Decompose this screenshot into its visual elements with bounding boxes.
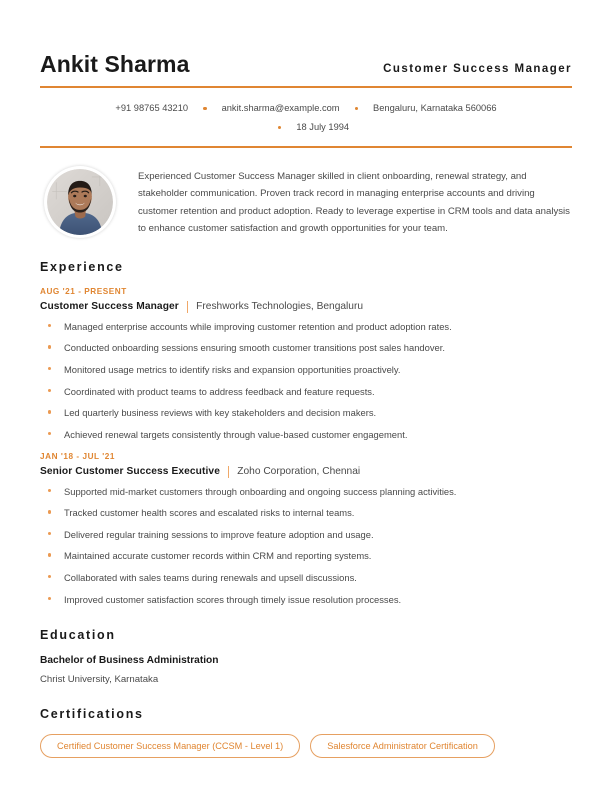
section-education <box>40 628 572 685</box>
contact-separator-dot-icon <box>278 126 282 130</box>
contact-row-primary <box>40 100 572 118</box>
list-item: Tracked customer health scores and escalated risks to internal teams. <box>40 506 572 520</box>
experience-entry <box>40 452 572 607</box>
experience-entry-org: Zoho Corporation, Chennai <box>237 466 361 478</box>
experience-bullet-list <box>40 485 572 607</box>
experience-entry-role: Customer Success Manager <box>40 301 179 313</box>
education-degree: Bachelor of Business Administration <box>40 655 219 667</box>
list-item: Improved customer satisfaction scores through timely issue resolution processes. <box>40 593 572 607</box>
section-title-certifications: Certifications <box>40 707 144 722</box>
contact-phone: +91 98765 43210 <box>115 102 189 113</box>
list-item: Collaborated with sales teams during renewals and upsell discussions. <box>40 571 572 585</box>
education-school: Christ University, Karnataka <box>40 674 159 686</box>
contact-separator-dot-icon <box>355 107 359 111</box>
experience-bullet-list <box>40 320 572 442</box>
experience-entry <box>40 287 572 442</box>
section-title-education: Education <box>40 628 116 643</box>
list-item: Delivered regular training sessions to improve feature adoption and usage. <box>40 528 572 542</box>
section-certifications <box>40 707 572 758</box>
experience-entry-date: AUG '21 - PRESENT <box>40 286 127 296</box>
summary-text: Experienced Customer Success Manager skilled in client onboarding, renewal strategy, and stakeholder communication. Proven track record in managing enterprise accounts and driving customer retention and product adoption. Ready to leverage expertise in CRM tools and data analysis to enhance customer satisfaction and growth opportunities for your team. <box>138 170 570 235</box>
list-item: Supported mid-market customers through onboarding and ongoing success planning activities. <box>40 485 572 499</box>
experience-entry-heading <box>40 301 572 313</box>
experience-entry-org: Freshworks Technologies, Bengaluru <box>196 301 364 313</box>
experience-entry-date: JAN '18 - JUL '21 <box>40 451 115 461</box>
candidate-job-title: Customer Success Manager <box>383 63 572 75</box>
contact-birthdate: 18 July 1994 <box>296 121 350 132</box>
contact-separator-dot-icon <box>203 107 207 111</box>
contact-location: Bengaluru, Karnataka 560066 <box>373 102 497 113</box>
summary-block <box>40 148 572 238</box>
certification-list <box>40 734 572 758</box>
vertical-separator-icon <box>228 466 229 478</box>
list-item: Monitored usage metrics to identify risks and expansion opportunities proactively. <box>40 363 572 377</box>
experience-entry-role: Senior Customer Success Executive <box>40 466 220 478</box>
profile-photo-icon <box>47 169 113 235</box>
list-item: Coordinated with product teams to address feedback and feature requests. <box>40 385 572 399</box>
list-item: Maintained accurate customer records within CRM and reporting systems. <box>40 549 572 563</box>
avatar <box>44 166 116 238</box>
candidate-name: Ankit Sharma <box>40 51 190 77</box>
certification-badge: Salesforce Administrator Certification <box>310 734 495 758</box>
list-item: Achieved renewal targets consistently through value-based customer engagement. <box>40 428 572 442</box>
section-experience <box>40 260 572 607</box>
list-item: Conducted onboarding sessions ensuring smooth customer transitions post sales handover. <box>40 341 572 355</box>
section-title-experience: Experience <box>40 259 124 274</box>
list-item: Managed enterprise accounts while improving customer retention and product adoption rates. <box>40 320 572 334</box>
contact-block <box>40 88 572 146</box>
experience-entry-heading <box>40 466 572 478</box>
resume-header <box>40 52 572 86</box>
vertical-separator-icon <box>187 301 188 313</box>
contact-row-secondary <box>40 119 572 137</box>
contact-email: ankit.sharma@example.com <box>221 102 340 113</box>
certification-badge: Certified Customer Success Manager (CCSM - Level 1) <box>40 734 300 758</box>
list-item: Led quarterly business reviews with key stakeholders and decision makers. <box>40 406 572 420</box>
